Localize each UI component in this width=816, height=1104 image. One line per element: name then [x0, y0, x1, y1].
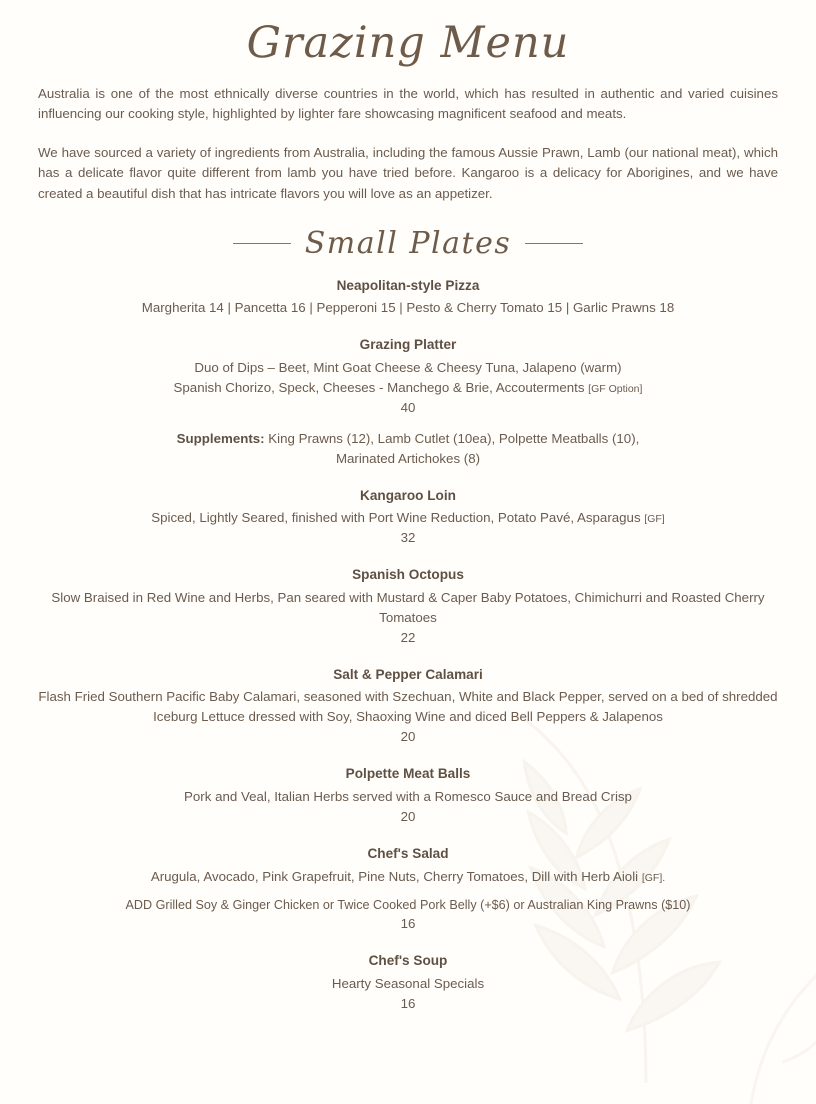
supplements-label: Supplements: [176, 430, 265, 446]
gf-tag: [GF] [644, 513, 665, 526]
menu-item-name: Neapolitan-style Pizza [336, 277, 480, 293]
menu-item-kangaroo-loin [38, 486, 778, 549]
description-text: Spanish Chorizo, Speck, Cheeses - Manchego & Brie, Accouterments [173, 379, 585, 395]
menu-item-description: Slow Braised in Red Wine and Herbs, Pan seared with Mustard & Caper Baby Potatoes, Chimichurri and Roasted Cherry Tomatoes [51, 589, 765, 625]
menu-item-description [38, 867, 778, 887]
menu-item-description: Hearty Seasonal Specials [331, 976, 485, 992]
menu-item-price: 22 [400, 629, 416, 645]
menu-item-description: Pork and Veal, Italian Herbs served with a Romesco Sauce and Bread Crisp [184, 788, 632, 804]
intro-paragraph-1: Australia is one of the most ethnically diverse countries in the world, which has resulted in authentic and varied cuisines influencing our cooking style, highlighted by lighter fare showcasing magnificent seafood and meats. [38, 85, 778, 122]
menu-item-description-1: Duo of Dips – Beet, Mint Goat Cheese & Cheesy Tuna, Jalapeno (warm) [194, 359, 622, 375]
menu-item-price: 16 [400, 995, 416, 1011]
menu-item-polpette-meat-balls [38, 764, 778, 827]
menu-item-name: Chef's Salad [367, 845, 449, 861]
menu-item-chefs-soup [38, 951, 778, 1014]
description-text: Arugula, Avocado, Pink Grapefruit, Pine Nuts, Cherry Tomatoes, Dill with Herb Aioli [150, 868, 639, 884]
menu-item-description [38, 508, 778, 528]
menu-item-varieties: Margherita 14 | Pancetta 16 | Pepperoni 15 | Pesto & Cherry Tomato 15 | Garlic Prawns 18 [141, 300, 675, 316]
menu-item-name: Grazing Platter [359, 337, 457, 353]
menu-item-description-2 [38, 378, 778, 398]
supplements-text: King Prawns (12), Lamb Cutlet (10ea), Polpette Meatballs (10), [268, 430, 640, 446]
menu-item-supplements-2 [38, 449, 778, 469]
menu-item-price: 20 [400, 729, 416, 745]
gf-tag: [GF]. [641, 871, 666, 884]
page-title: Grazing Menu [246, 18, 570, 68]
section-header-small-plates [38, 227, 778, 260]
menu-item-name: Kangaroo Loin [360, 487, 456, 503]
menu-item-spanish-octopus [38, 565, 778, 648]
menu-item-add-ons: ADD Grilled Soy & Ginger Chicken or Twice Cooked Pork Belly (+$6) or Australian King Prawns ($10) [125, 897, 691, 912]
menu-item-calamari [38, 665, 778, 748]
menu-item-price: 16 [400, 916, 416, 932]
menu-item-chefs-salad [38, 844, 778, 934]
menu-item-name: Salt & Pepper Calamari [333, 666, 483, 682]
menu-content [38, 18, 778, 1014]
menu-item-supplements [38, 429, 778, 449]
menu-item-name: Spanish Octopus [352, 567, 464, 583]
section-title: Small Plates [304, 225, 512, 261]
menu-page [0, 18, 816, 1074]
menu-item-name: Chef's Soup [368, 953, 448, 969]
supplements-text-2: Marinated Artichokes (8) [335, 450, 481, 466]
menu-item-price: 32 [400, 530, 416, 546]
menu-item-description: Flash Fried Southern Pacific Baby Calamari, seasoned with Szechuan, White and Black Pepper, served on a bed of shredded Iceburg Lettuce dressed with Soy, Shaoxing Wine and diced Bell Peppers & Jalapenos [38, 689, 778, 725]
divider-left [233, 243, 291, 244]
menu-item-name: Polpette Meat Balls [345, 766, 471, 782]
description-text: Spiced, Lightly Seared, finished with Port Wine Reduction, Potato Pavé, Asparagus [151, 510, 641, 526]
intro-paragraph-2: We have sourced a variety of ingredients from Australia, including the famous Aussie Prawn, Lamb (our national meat), which has a delicate flavor quite different from lamb you have tried before. Kangaroo is a delicacy for Aborigines, and we have created a beautiful dish that has intricate flavors you will love as an appetizer. [38, 144, 778, 202]
menu-item-pizza [38, 276, 778, 319]
menu-item-price: 20 [400, 808, 416, 824]
divider-right [525, 243, 583, 244]
gf-option-tag: [GF Option] [588, 382, 643, 395]
menu-item-grazing-platter [38, 335, 778, 468]
menu-item-price: 40 [400, 399, 416, 415]
